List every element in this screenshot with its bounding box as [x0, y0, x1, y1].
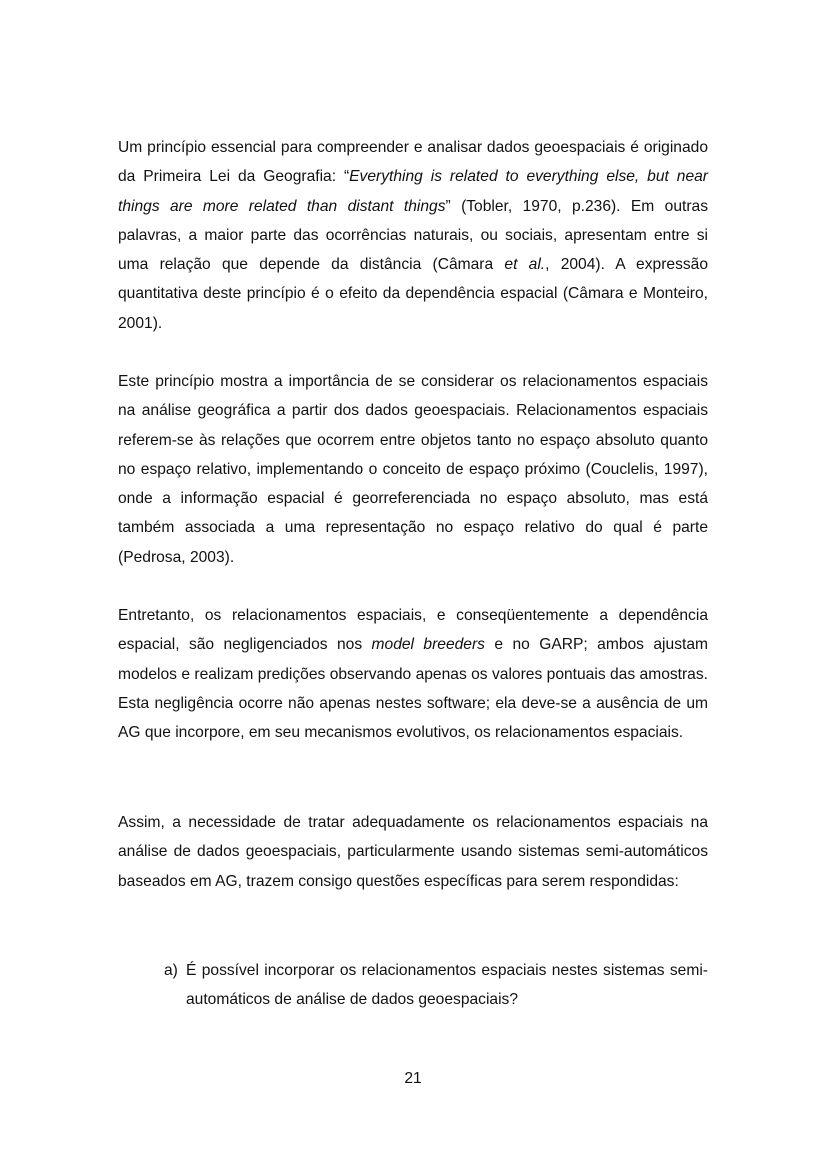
paragraph-text: Um princípio essencial para compreender e analisar dados geoespaciais é originado da Primeira Lei da Geografia: “ — [118, 139, 708, 186]
paragraph-tobler-law — [118, 133, 708, 338]
italic-text: Everything is related to everything else, but near things are more related than distant things — [118, 168, 708, 215]
paragraph-text: , 2004). A expressão quantitativa deste princípio é o efeito da dependência espacial (Câmara e Monteiro, 2001). — [118, 256, 709, 332]
paragraph-text: Este princípio mostra a importância de se considerar os relacionamentos espaciais na análise geográfica a partir dos dados geoespaciais. Relacionamentos espaciais referem-se às relações que ocorrem entre objetos tanto no espaço absoluto quanto no espaço relativo, implementando o conceito de espaço próximo (Couclelis, 1997), onde a informação espacial é georreferenciada no espaço absoluto, mas está também associada a uma representação no espaço relativo do qual é parte (Pedrosa, 2003). — [118, 373, 708, 566]
page-number: 21 — [404, 1070, 422, 1087]
list-item — [164, 956, 708, 1015]
paragraph-text: ” (Tobler, 1970, p.236). Em outras palavras, a maior parte das ocorrências naturais, ou sociais, apresentam entre si uma relação que depende da distância (Câmara — [118, 197, 708, 274]
paragraph-negligence — [118, 601, 708, 747]
paragraph-text: Assim, a necessidade de tratar adequadamente os relacionamentos espaciais na análise de dados geoespaciais, particularmente usando sistemas semi-automáticos baseados em AG, trazem consigo questões específicas para serem respondidas: — [118, 814, 708, 890]
list-marker: a) — [164, 962, 178, 979]
italic-text: model breeders — [371, 636, 485, 654]
paragraph-text: Entretanto, os relacionamentos espaciais, e conseqüentemente a dependência espacial, são negligenciados nos — [118, 607, 708, 654]
list-item-text: É possível incorporar os relacionamentos espaciais nestes sistemas semi-automáticos de análise de dados geoespaciais? — [186, 962, 708, 1009]
italic-text: et al. — [504, 256, 546, 274]
paragraph-spatial-relationships — [118, 367, 708, 572]
paragraph-text: e no GARP; ambos ajustam modelos e realizam predições observando apenas os valores pontuais das amostras. Esta negligência ocorre não apenas nestes software; ela deve-se a ausência de um AG que incorpore, em seu mecanismos evolutivos, os relacionamentos espaciais. — [118, 636, 708, 742]
paragraph-questions-intro — [118, 808, 708, 896]
